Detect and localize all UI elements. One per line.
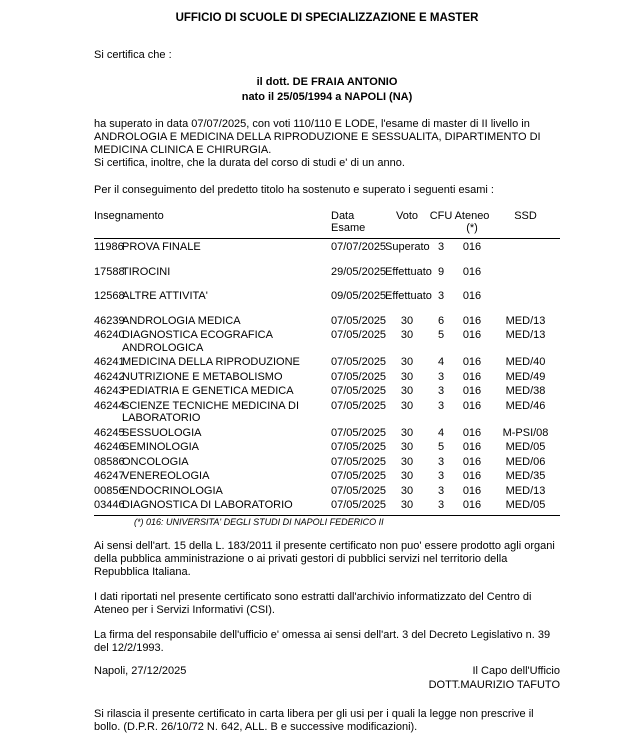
person-name: il dott. DE FRAIA ANTONIO bbox=[256, 76, 398, 88]
exam-name: NUTRIZIONE E METABOLISMO bbox=[122, 370, 283, 383]
exam-ateneo: 016 bbox=[462, 484, 482, 497]
exam-name: MEDICINA DELLA RIPRODUZIONE bbox=[122, 356, 300, 368]
exam-cfu: 3 bbox=[437, 484, 445, 497]
exam-name: VENEREOLOGIA bbox=[122, 470, 210, 482]
exam-voto: 30 bbox=[400, 484, 414, 497]
exam-ssd: M-PSI/08 bbox=[502, 426, 549, 439]
col-header-ateneo-line2: (*) bbox=[466, 222, 478, 234]
exam-voto: 30 bbox=[400, 314, 414, 327]
exam-row bbox=[94, 239, 560, 264]
exam-row bbox=[94, 288, 560, 313]
col-header-ssd: SSD bbox=[491, 210, 560, 239]
col-header-insegnamento: Insegnamento bbox=[94, 210, 331, 239]
exam-ateneo: 016 bbox=[462, 470, 482, 482]
exam-ssd: MED/13 bbox=[505, 484, 546, 497]
exam-row bbox=[94, 483, 560, 498]
exam-voto: 30 bbox=[400, 426, 414, 439]
exam-date: 07/05/2025 bbox=[331, 399, 387, 412]
exam-code: 46242 bbox=[94, 370, 125, 383]
exam-ssd: MED/05 bbox=[505, 499, 546, 511]
certify-line: Si certifica che : bbox=[94, 49, 172, 61]
master-result-paragraph: ha superato in data 07/07/2025, con voti 110/110 E LODE, l'esame di master di II livello in ANDROLOGIA E MEDICINA DELLA RIPRODUZIONE E SESSUALITA, DIPARTIMENTO DI MEDICINA CLINICA E CHIRURGIA. bbox=[94, 118, 541, 156]
exam-code: 03446 bbox=[94, 499, 125, 511]
exam-ssd bbox=[491, 264, 560, 289]
exam-cfu: 4 bbox=[437, 356, 445, 368]
exam-row bbox=[94, 383, 560, 398]
place-date: Napoli, 27/12/2025 bbox=[94, 664, 187, 677]
exam-code: 46244 bbox=[94, 399, 125, 412]
exam-cfu: 4 bbox=[437, 426, 445, 439]
exam-code: 00856 bbox=[94, 484, 125, 497]
exam-code: 46247 bbox=[94, 470, 125, 482]
exam-row bbox=[94, 264, 560, 289]
exam-code: 46240 bbox=[94, 329, 125, 341]
signature-row bbox=[94, 665, 560, 678]
exam-ssd: MED/38 bbox=[505, 385, 546, 397]
exam-voto: 30 bbox=[400, 441, 414, 453]
exam-date: 07/05/2025 bbox=[331, 426, 387, 439]
exam-row bbox=[94, 398, 560, 425]
exam-code: 11986 bbox=[94, 241, 124, 253]
exam-code: 12568 bbox=[94, 290, 125, 302]
exam-voto: Effettuato bbox=[385, 265, 432, 278]
exam-voto: Superato bbox=[385, 241, 430, 253]
exam-cfu: 3 bbox=[437, 399, 445, 412]
exam-voto: 30 bbox=[400, 385, 414, 397]
exam-row bbox=[94, 468, 560, 483]
exam-voto: 30 bbox=[400, 499, 414, 511]
exam-cfu: 3 bbox=[437, 370, 445, 383]
exam-ateneo: 016 bbox=[462, 356, 482, 368]
exam-row bbox=[94, 327, 560, 354]
exam-ateneo: 016 bbox=[462, 290, 482, 302]
exam-cfu: 3 bbox=[437, 241, 445, 253]
exam-ateneo: 016 bbox=[462, 399, 482, 412]
exam-voto: Effettuato bbox=[385, 290, 432, 302]
exam-name: DIAGNOSTICA ECOGRAFICA ANDROLOGICA bbox=[122, 329, 273, 354]
exam-cfu: 9 bbox=[437, 265, 445, 278]
exams-table bbox=[94, 210, 560, 512]
exam-code: 08586 bbox=[94, 455, 125, 468]
person-birth: nato il 25/05/1994 a NAPOLI (NA) bbox=[241, 91, 413, 103]
exam-ateneo: 016 bbox=[462, 499, 482, 511]
exam-ssd bbox=[491, 288, 560, 313]
exam-ateneo: 016 bbox=[462, 385, 482, 397]
exam-name: PEDIATRIA E GENETICA MEDICA bbox=[122, 385, 294, 397]
exam-code: 46241 bbox=[94, 356, 125, 368]
exam-name: PROVA FINALE bbox=[122, 241, 201, 253]
exam-name: DIAGNOSTICA DI LABORATORIO bbox=[122, 499, 293, 511]
exam-name: ONCOLOGIA bbox=[122, 455, 189, 468]
exam-cfu: 3 bbox=[437, 499, 445, 511]
exam-ateneo: 016 bbox=[462, 241, 482, 253]
col-header-data-line1: Data bbox=[331, 210, 355, 222]
ateneo-footnote: (*) 016: UNIVERSITA' DEGLI STUDI DI NAPOLI FEDERICO II bbox=[134, 516, 384, 527]
exam-ateneo: 016 bbox=[462, 265, 482, 278]
exam-row bbox=[94, 425, 560, 440]
exam-ssd: MED/46 bbox=[505, 399, 546, 412]
table-footnote-divider bbox=[94, 515, 560, 528]
stamp-duty-note: Si rilascia il presente certificato in carta libera per gli usi per i quali la legge non prescrive il bollo. (D.P.R. 26/10/72 N. 642, ALL. B e successive modificazioni). bbox=[94, 707, 534, 733]
exam-row bbox=[94, 369, 560, 384]
exam-cfu: 5 bbox=[437, 329, 445, 341]
exam-ateneo: 016 bbox=[462, 329, 482, 341]
exam-name: ALTRE ATTIVITA' bbox=[122, 290, 208, 302]
exam-row bbox=[94, 497, 560, 512]
exam-date: 29/05/2025 bbox=[331, 265, 387, 278]
signature-role: Il Capo dell'Ufficio bbox=[472, 664, 560, 677]
exam-code: 46239 bbox=[94, 314, 125, 327]
exam-code: 46243 bbox=[94, 385, 125, 397]
exam-ssd: MED/05 bbox=[505, 441, 546, 453]
exam-ateneo: 016 bbox=[462, 314, 482, 327]
col-header-ateneo bbox=[453, 210, 491, 239]
exam-voto: 30 bbox=[400, 399, 414, 412]
exam-voto: 30 bbox=[400, 470, 414, 482]
exams-intro-line: Per il conseguimento del predetto titolo ha sostenuto e superato i seguenti esami : bbox=[94, 184, 494, 196]
exam-date: 09/05/2025 bbox=[331, 290, 387, 302]
exam-row bbox=[94, 313, 560, 328]
col-header-voto: Voto bbox=[385, 210, 429, 239]
col-header-data-line2: Esame bbox=[331, 222, 366, 234]
exams-table-header bbox=[94, 210, 560, 239]
exam-date: 07/05/2025 bbox=[331, 484, 387, 497]
exam-date: 07/05/2025 bbox=[331, 329, 387, 341]
exam-name: SEMINOLOGIA bbox=[122, 441, 200, 453]
exam-ateneo: 016 bbox=[462, 370, 482, 383]
legal-paragraph-2: I dati riportati nel presente certificato sono estratti dall'archivio informatizzato del Centro di Ateneo per i Servizi Informativi (CSI). bbox=[94, 590, 532, 616]
exam-voto: 30 bbox=[400, 370, 414, 383]
exam-name: SESSUOLOGIA bbox=[122, 426, 202, 439]
exam-ateneo: 016 bbox=[462, 441, 482, 453]
exam-date: 07/05/2025 bbox=[331, 370, 387, 383]
exam-cfu: 5 bbox=[437, 441, 445, 453]
exam-date: 07/05/2025 bbox=[331, 441, 387, 453]
exam-row bbox=[94, 439, 560, 454]
exam-ssd: MED/35 bbox=[505, 470, 546, 482]
legal-paragraph-1: Ai sensi dell'art. 15 della L. 183/2011 il presente certificato non puo' essere prodotto agli organi della pubblica amministrazione o ai privati gestori di pubblici servizi nel territorio della Repubblica Italiana. bbox=[94, 539, 555, 578]
exam-code: 17588 bbox=[94, 265, 125, 278]
exam-row bbox=[94, 454, 560, 469]
exam-name: SCIENZE TECNICHE MEDICINA DI LABORATORIO bbox=[122, 399, 300, 424]
col-header-data-esame bbox=[331, 210, 385, 239]
exam-ssd: MED/13 bbox=[505, 329, 546, 341]
exam-cfu: 3 bbox=[437, 455, 445, 468]
exams-table-body bbox=[94, 239, 560, 512]
exam-name: ANDROLOGIA MEDICA bbox=[122, 314, 241, 327]
exam-ssd bbox=[491, 239, 560, 264]
col-header-ateneo-line1: Ateneo bbox=[454, 210, 490, 222]
exam-ateneo: 016 bbox=[462, 455, 482, 468]
exam-code: 46245 bbox=[94, 426, 125, 439]
exam-date: 07/05/2025 bbox=[331, 455, 387, 468]
exam-voto: 30 bbox=[400, 329, 414, 341]
exam-cfu: 3 bbox=[437, 470, 445, 482]
exam-date: 07/05/2025 bbox=[331, 470, 387, 482]
page-title: UFFICIO DI SCUOLE DI SPECIALIZZAZIONE E MASTER bbox=[175, 12, 479, 24]
exam-name: TIROCINI bbox=[122, 265, 171, 278]
exam-cfu: 3 bbox=[437, 385, 445, 397]
exam-date: 07/05/2025 bbox=[331, 314, 387, 327]
exam-cfu: 6 bbox=[437, 314, 445, 327]
exam-name: ENDOCRINOLOGIA bbox=[122, 484, 223, 497]
exam-ssd: MED/49 bbox=[505, 370, 546, 383]
exam-date: 07/07/2025 bbox=[331, 241, 387, 253]
exam-ateneo: 016 bbox=[462, 426, 482, 439]
exam-date: 07/05/2025 bbox=[331, 356, 387, 368]
exam-ssd: MED/06 bbox=[505, 455, 546, 468]
exam-date: 07/05/2025 bbox=[331, 385, 387, 397]
course-duration-paragraph: Si certifica, inoltre, che la durata del corso di studi e' di un anno. bbox=[94, 157, 405, 169]
signature-name: DOTT.MAURIZIO TAFUTO bbox=[428, 678, 560, 691]
exam-cfu: 3 bbox=[437, 290, 445, 302]
exam-ssd: MED/40 bbox=[505, 356, 546, 368]
exam-code: 46246 bbox=[94, 441, 125, 453]
legal-paragraph-3: La firma del responsabile dell'ufficio e' omessa ai sensi dell'art. 3 del Decreto Legislativo n. 39 del 12/2/1993. bbox=[94, 628, 551, 654]
exam-voto: 30 bbox=[400, 455, 414, 468]
exam-voto: 30 bbox=[400, 356, 414, 368]
exam-row bbox=[94, 354, 560, 369]
exam-date: 07/05/2025 bbox=[331, 499, 387, 511]
col-header-cfu: CFU bbox=[429, 210, 453, 239]
exam-ssd: MED/13 bbox=[505, 314, 546, 327]
